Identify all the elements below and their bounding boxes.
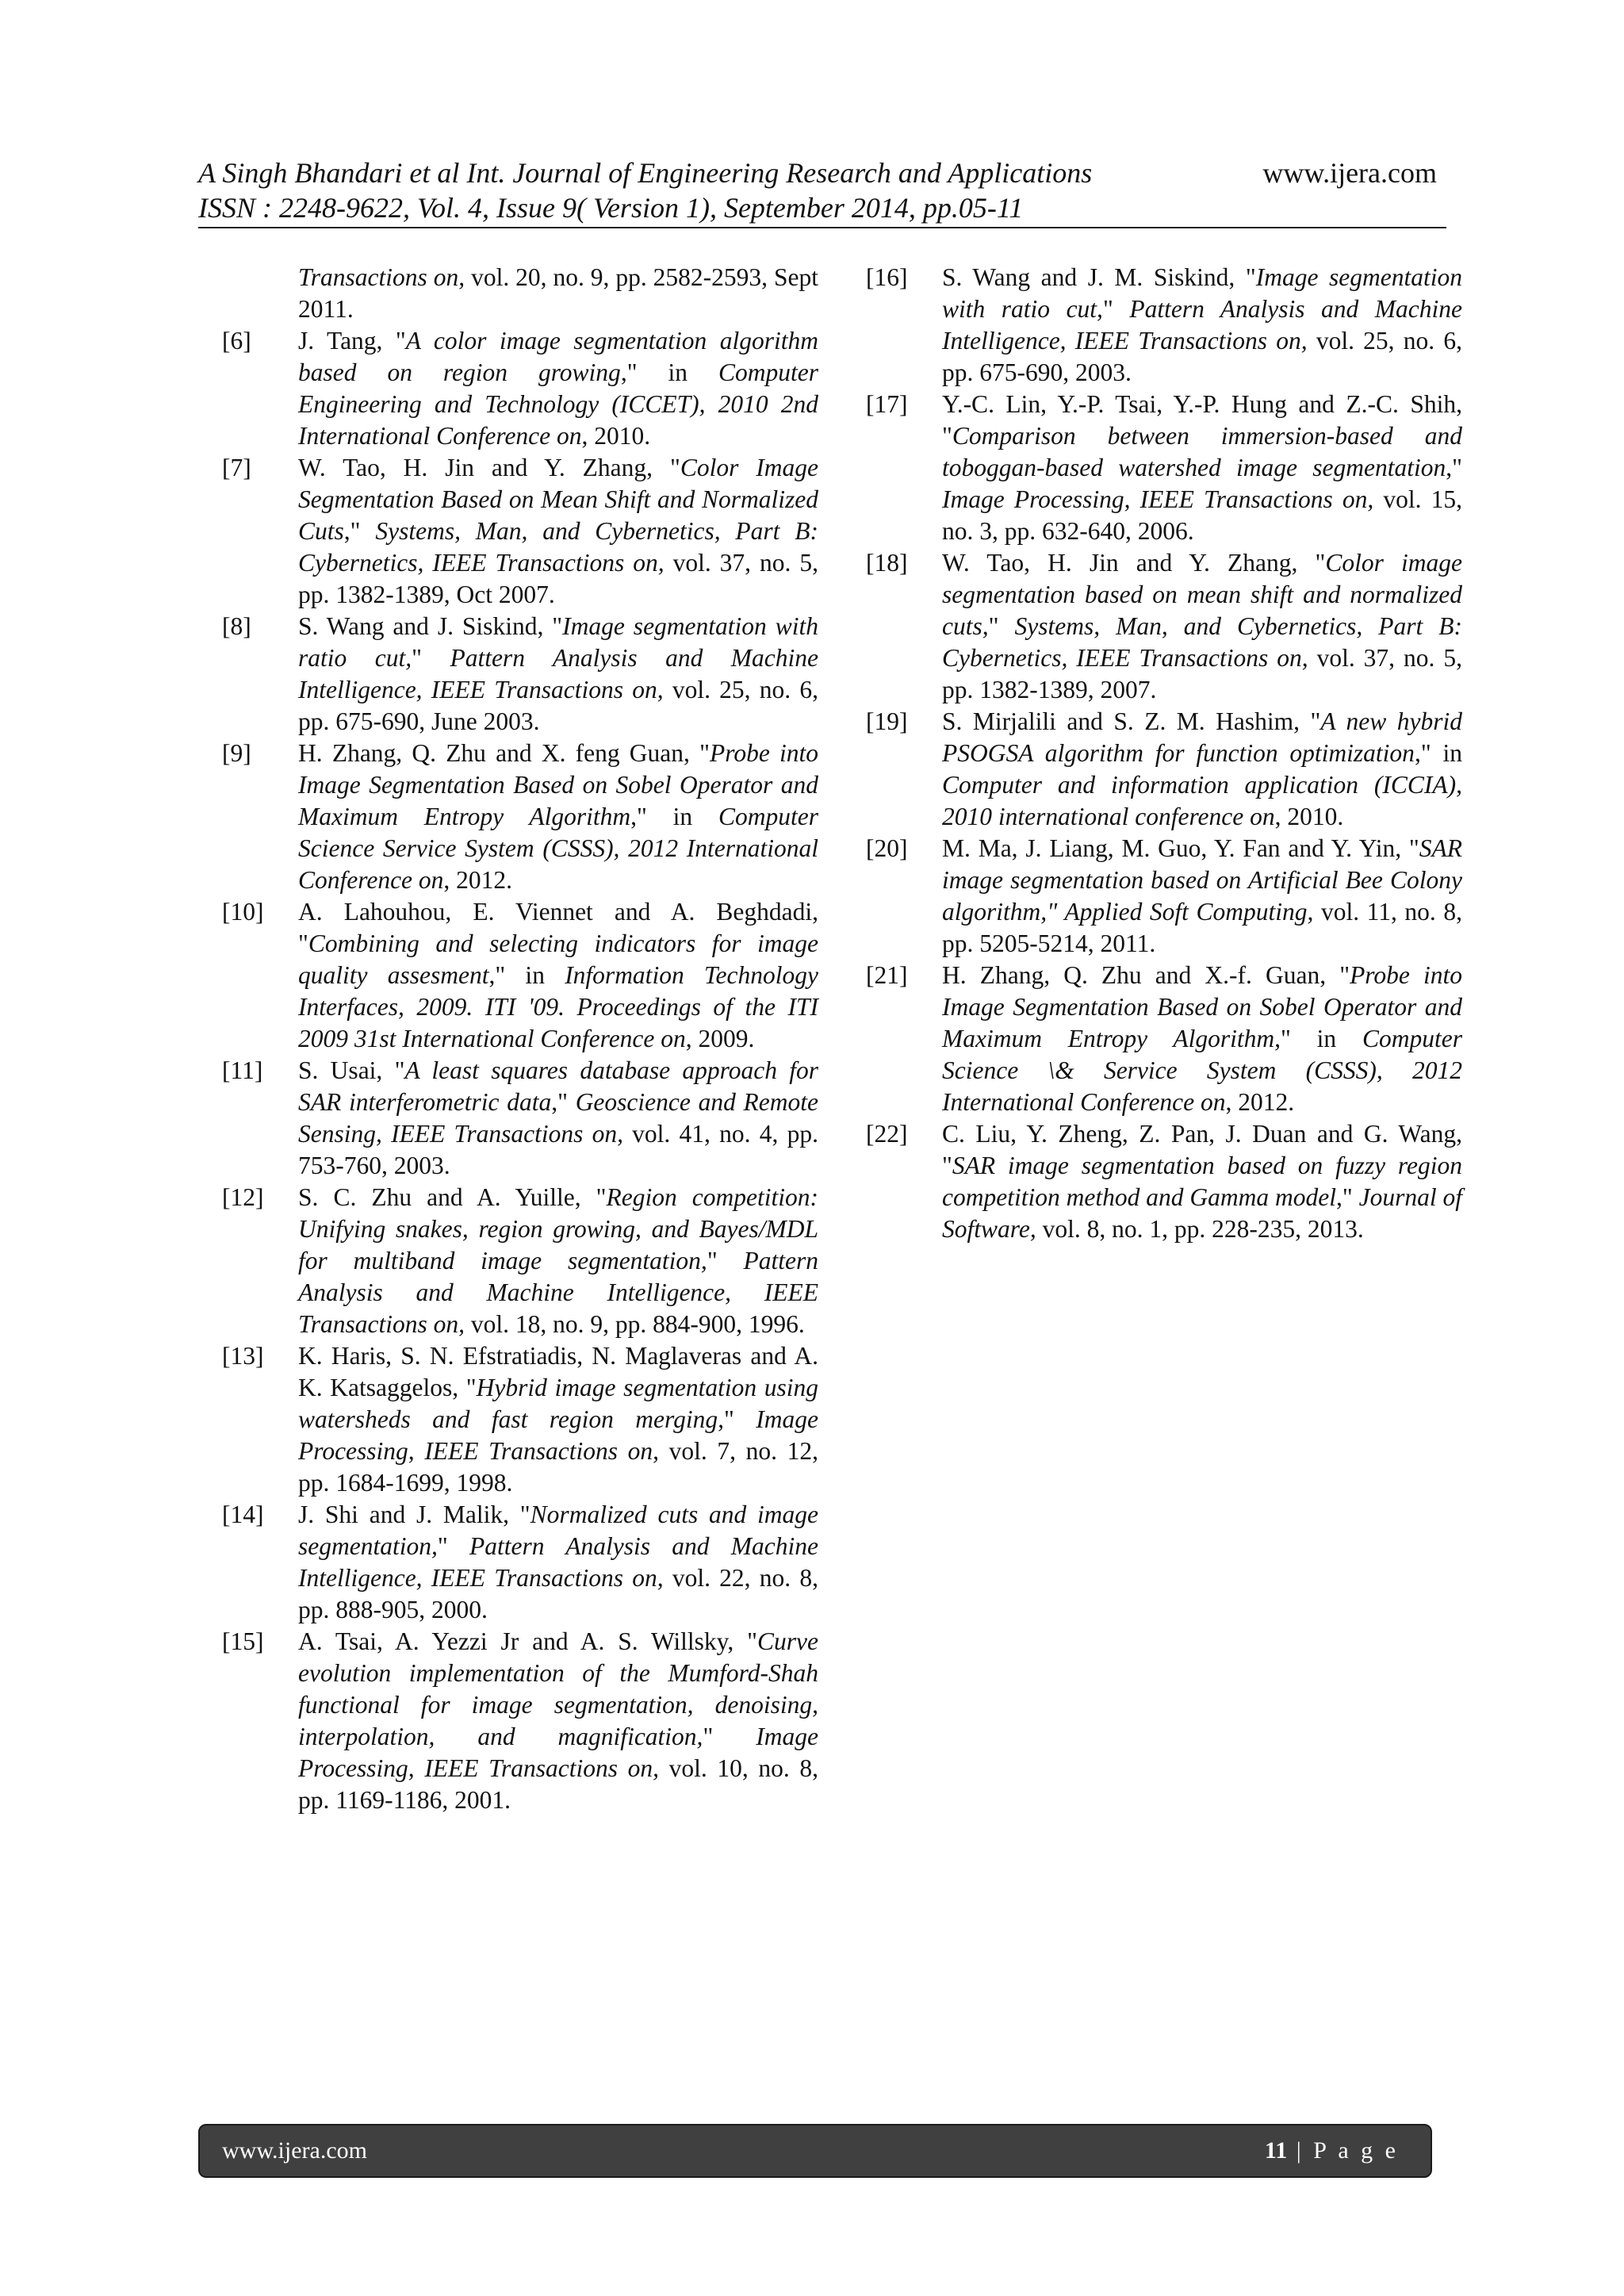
reference-authors: H. Zhang, Q. Zhu and X. feng Guan, " xyxy=(298,739,710,767)
reference-authors: S. Mirjalili and S. Z. M. Hashim, " xyxy=(942,707,1321,735)
reference-title: Normalized cuts and image segmentation, xyxy=(298,1501,819,1560)
footer-website[interactable]: www.ijera.com xyxy=(222,2137,367,2164)
reference-venue: Information Technology Interfaces, 2009. ITI '09. Proceedings of the ITI 2009 31st International Conference on xyxy=(298,961,818,1052)
reference-number: [8] xyxy=(222,612,251,640)
reference-connector: " xyxy=(437,1532,470,1560)
reference-venue: Geoscience and Remote Sensing, IEEE Transactions on, xyxy=(298,1088,818,1148)
reference-details: , 2009. xyxy=(685,1025,755,1052)
reference-number: [17] xyxy=(866,390,908,418)
page-number: 11 xyxy=(1264,2137,1288,2164)
reference-connector: ," in xyxy=(620,358,718,386)
reference-details: vol. 41, no. 4, pp. 753-760, 2003. xyxy=(298,1120,818,1179)
reference-venue: Pattern Analysis and Machine Intelligence, IEEE Transactions on, xyxy=(298,644,819,703)
reference-title: SAR image segmentation based on Artificial Bee Colony algorithm," Applied Soft Computing, xyxy=(942,834,1462,926)
reference-details: vol. 15, no. 3, pp. 632-640, 2006. xyxy=(942,485,1462,545)
running-header xyxy=(198,155,1446,225)
reference-number: [16] xyxy=(866,263,908,291)
reference-entry xyxy=(222,1626,818,1816)
reference-venue: Computer Science Service System (CSSS), 2012 International Conference on xyxy=(298,803,818,894)
reference-details: , 2010. xyxy=(1274,803,1344,830)
reference-authors: C. Liu, Y. Zheng, Z. Pan, J. Duan and G. Wang, " xyxy=(942,1120,1462,1179)
reference-title: Combining and selecting indicators for image quality assesment xyxy=(298,930,818,989)
reference-title: Region competition: Unifying snakes, region growing, and Bayes/MDL for multiband image segmentation, xyxy=(298,1183,818,1274)
reference-title: Color image segmentation based on mean shift and normalized cuts, xyxy=(942,549,1462,640)
journal-citation-line: A Singh Bhandari et al Int. Journal of Engineering Research and Applications xyxy=(198,157,1093,189)
reference-venue: Image Processing, IEEE Transactions on, xyxy=(298,1723,818,1782)
reference-authors: M. Ma, J. Liang, M. Guo, Y. Fan and Y. Yin, " xyxy=(942,834,1419,862)
reference-venue: Systems, Man, and Cybernetics, Part B: Cybernetics, IEEE Transactions on, xyxy=(298,517,818,577)
reference-details: vol. 22, no. 8, pp. 888-905, 2000. xyxy=(298,1564,818,1623)
reference-title: A new hybrid PSOGSA algorithm for function optimization xyxy=(942,707,1462,767)
reference-venue: Systems, Man, and Cybernetics, Part B: Cybernetics, IEEE Transactions on, xyxy=(942,612,1462,672)
reference-connector: " xyxy=(703,1723,756,1750)
reference-entry xyxy=(222,1499,818,1626)
page-label: | P a g e xyxy=(1287,2137,1399,2164)
reference-title: Curve evolution implementation of the Mumford-Shah functional for image segmentation, denoising, interpolation, and magnification, xyxy=(298,1627,818,1750)
page-footer xyxy=(198,2124,1432,2178)
reference-authors: K. Haris, S. N. Efstratiadis, N. Maglaveras and A. K. Katsaggelos, " xyxy=(298,1342,818,1401)
reference-entry xyxy=(866,833,1462,960)
reference-title: Comparison between immersion-based and toboggan-based watershed image segmentation xyxy=(942,422,1462,481)
reference-entry xyxy=(222,611,818,738)
reference-entry xyxy=(866,389,1462,547)
reference-details: , 2012. xyxy=(1225,1088,1295,1116)
reference-authors: S. Wang and J. M. Siskind, " xyxy=(942,263,1256,291)
reference-authors: J. Shi and J. Malik, " xyxy=(298,1501,530,1528)
reference-entry xyxy=(222,738,818,896)
reference-number: [6] xyxy=(222,327,251,355)
reference-authors: Y.-C. Lin, Y.-P. Tsai, Y.-P. Hung and Z.-C. Shih, " xyxy=(942,390,1462,450)
reference-details: vol. 7, no. 12, pp. 1684-1699, 1998. xyxy=(298,1437,818,1497)
reference-connector: ," in xyxy=(488,961,565,989)
reference-number: [20] xyxy=(866,834,908,862)
reference-entry xyxy=(222,1182,818,1340)
reference-details: vol. 11, no. 8, pp. 5205-5214, 2011. xyxy=(942,898,1462,957)
reference-entry xyxy=(222,452,818,611)
reference-entry xyxy=(222,325,818,452)
reference-venue: Computer Engineering and Technology (ICCET), 2010 2nd International Conference on xyxy=(298,358,818,450)
reference-number: [9] xyxy=(222,739,251,767)
reference-details: vol. 18, no. 9, pp. 884-900, 1996. xyxy=(465,1310,805,1338)
reference-connector: ," xyxy=(343,517,376,545)
reference-authors: H. Zhang, Q. Zhu and X.-f. Guan, " xyxy=(942,961,1350,989)
reference-details: , 2010. xyxy=(581,422,651,450)
reference-title: Probe into Image Segmentation Based on Sobel Operator and Maximum Entropy Algorithm, xyxy=(942,961,1462,1052)
reference-title: Color Image Segmentation Based on Mean Shift and Normalized Cuts xyxy=(298,454,818,545)
reference-connector: " xyxy=(988,612,1015,640)
reference-entry xyxy=(222,262,818,325)
reference-connector: " xyxy=(1102,295,1130,323)
reference-connector: " xyxy=(723,1405,756,1433)
reference-number: [13] xyxy=(222,1342,264,1370)
reference-connector: ," xyxy=(1335,1183,1359,1211)
reference-title: SAR image segmentation based on fuzzy region competition method and Gamma model xyxy=(942,1152,1462,1211)
reference-number: [11] xyxy=(222,1056,263,1084)
reference-entry xyxy=(866,960,1462,1118)
reference-details: vol. 20, no. 9, pp. 2582-2593, Sept 2011. xyxy=(298,263,818,323)
reference-connector: " in xyxy=(1280,1025,1362,1052)
reference-venue: Computer and information application (ICCIA), 2010 international conference on xyxy=(942,771,1462,830)
reference-title: Image segmentation with ratio cut, xyxy=(942,263,1463,323)
reference-connector: ," in xyxy=(630,803,718,830)
reference-venue: Pattern Analysis and Machine Intelligence, IEEE Transactions on, xyxy=(298,1532,818,1592)
reference-number: [12] xyxy=(222,1183,264,1211)
reference-title: Probe into Image Segmentation Based on Sobel Operator and Maximum Entropy Algorithm xyxy=(298,739,818,830)
reference-details: vol. 37, no. 5, pp. 1382-1389, 2007. xyxy=(942,644,1462,703)
reference-venue: Computer Science \& Service System (CSSS), 2012 International Conference on xyxy=(942,1025,1462,1116)
reference-authors: S. Wang and J. Siskind, " xyxy=(298,612,563,640)
reference-title: Hybrid image segmentation using watersheds and fast region merging, xyxy=(298,1374,818,1433)
reference-details: vol. 25, no. 6, pp. 675-690, June 2003. xyxy=(298,676,818,735)
reference-details: vol. 8, no. 1, pp. 228-235, 2013. xyxy=(1036,1215,1364,1243)
reference-venue: Journal of Software, xyxy=(942,1183,1462,1243)
reference-authors: J. Tang, " xyxy=(298,327,406,355)
reference-number: [10] xyxy=(222,898,264,926)
reference-connector: ," in xyxy=(1414,739,1462,767)
reference-details: vol. 37, no. 5, pp. 1382-1389, Oct 2007. xyxy=(298,549,818,608)
references-right-column xyxy=(866,262,1462,1245)
reference-connector: ," xyxy=(551,1088,576,1116)
reference-title: A color image segmentation algorithm based on region growing xyxy=(298,327,818,386)
reference-entry xyxy=(866,706,1462,833)
reference-number: [7] xyxy=(222,454,251,481)
reference-authors: A. Lahouhou, E. Viennet and A. Beghdadi, " xyxy=(298,898,818,957)
reference-venue: Image Processing, IEEE Transactions on, xyxy=(298,1405,819,1465)
header-rule xyxy=(198,227,1446,228)
reference-entry xyxy=(866,1118,1462,1245)
reference-entry xyxy=(222,1055,818,1182)
reference-details: vol. 10, no. 8, pp. 1169-1186, 2001. xyxy=(298,1754,818,1814)
reference-venue: Transactions on, xyxy=(298,263,465,291)
references-left-column xyxy=(222,262,818,1816)
page-indicator xyxy=(1265,2125,1399,2176)
reference-number: [15] xyxy=(222,1627,264,1655)
reference-authors: W. Tao, H. Jin and Y. Zhang, " xyxy=(298,454,680,481)
journal-website[interactable]: www.ijera.com xyxy=(1262,157,1437,189)
reference-authors: S. Usai, " xyxy=(298,1056,405,1084)
reference-connector: ," xyxy=(1446,454,1462,481)
reference-entry xyxy=(866,547,1462,706)
reference-authors: A. Tsai, A. Yezzi Jr and A. S. Willsky, " xyxy=(298,1627,758,1655)
reference-number: [22] xyxy=(866,1120,908,1148)
reference-authors: S. C. Zhu and A. Yuille, " xyxy=(298,1183,607,1211)
reference-venue: Pattern Analysis and Machine Intelligence, IEEE Transactions on, xyxy=(298,1247,818,1338)
issn-line: ISSN : 2248-9622, Vol. 4, Issue 9( Version 1), September 2014, pp.05-11 xyxy=(198,192,1024,224)
reference-number: [14] xyxy=(222,1501,264,1528)
reference-details: , 2012. xyxy=(443,866,513,894)
reference-entry xyxy=(222,896,818,1055)
reference-number: [19] xyxy=(866,707,908,735)
reference-number: [18] xyxy=(866,549,908,577)
reference-entry xyxy=(222,1340,818,1499)
reference-entry xyxy=(866,262,1462,389)
reference-title: A least squares database approach for SAR interferometric data xyxy=(298,1056,818,1116)
reference-number: [21] xyxy=(866,961,908,989)
reference-connector: " xyxy=(412,644,450,672)
reference-connector: " xyxy=(707,1247,744,1274)
reference-venue: Pattern Analysis and Machine Intelligence, IEEE Transactions on, xyxy=(942,295,1463,355)
reference-title: Image segmentation with ratio cut, xyxy=(298,612,818,672)
reference-venue: Image Processing, IEEE Transactions on, xyxy=(942,485,1374,513)
reference-details: vol. 25, no. 6, pp. 675-690, 2003. xyxy=(942,327,1462,386)
reference-authors: W. Tao, H. Jin and Y. Zhang, " xyxy=(942,549,1326,577)
